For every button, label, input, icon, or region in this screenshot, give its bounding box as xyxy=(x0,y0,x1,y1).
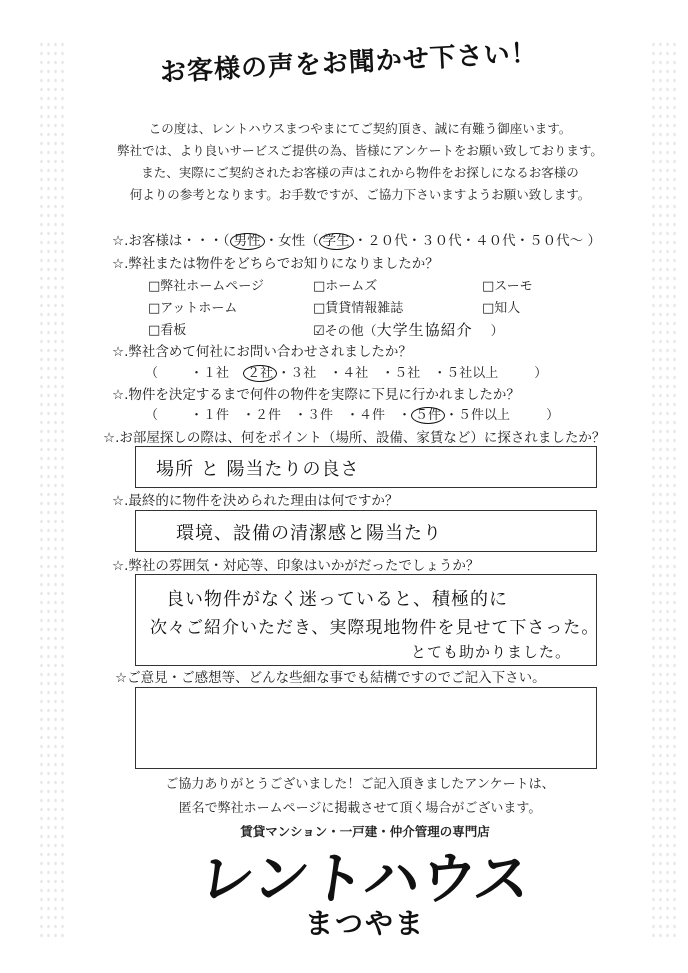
handwritten-answer-line: 良い物件がなく迷っていると、積極的に xyxy=(166,589,508,610)
question-impression: ☆.弊社の雰囲気・対応等、印象はいかがだったでしょうか？ xyxy=(112,558,480,574)
handwritten-other-value: 大学生協紹介 xyxy=(376,321,473,339)
company-tagline: 賃貸マンション・一戸建・仲介管理の専門店 xyxy=(240,824,490,839)
checkbox-option[interactable]: □スーモ xyxy=(482,279,533,294)
question-search-points: ☆.お部屋探しの際は、何をポイント（場所、設備、家賃など）に探されましたか？ xyxy=(103,430,606,446)
question-comments: ☆ご意見・ご感想等、どんな些細な事でも結構ですのでご記入下さい。 xyxy=(115,670,546,686)
footer-line: ご協力ありがとうございました！ご記入頂きましたアンケートは、 xyxy=(165,777,555,792)
intro-line: この度は、レントハウスまつやまにてご契約頂き、誠に有難う御座います。 xyxy=(148,121,572,136)
answer-box-comments[interactable] xyxy=(135,687,597,769)
handwritten-answer: 場所 と 陽当たりの良さ xyxy=(156,459,360,480)
selected-option-student: 学生 xyxy=(319,233,354,250)
handwritten-answer-line: とても助かりました。 xyxy=(411,643,572,661)
checkbox-option[interactable]: □ホームズ xyxy=(313,279,378,294)
checkbox-option[interactable]: □知人 xyxy=(482,301,521,316)
answer-box-decision-reason[interactable] xyxy=(135,510,597,552)
checkbox-option[interactable]: □アットホーム xyxy=(148,301,238,316)
viewing-count-options: （ ・１件 ・２件 ・３件 ・４件 ・ ５件 ・５件以上 ） xyxy=(145,408,560,423)
handwritten-answer: 環境、設備の清潔感と陽当たり xyxy=(176,523,442,544)
selected-option-5-viewings: ５件 xyxy=(411,407,445,424)
question-decision-reason: ☆.最終的に物件を決められた理由は何ですか？ xyxy=(112,493,399,509)
answer-box-impression[interactable] xyxy=(135,574,600,666)
checkbox-option-other[interactable]: ☑その他（大学生協紹介 ） xyxy=(313,321,504,339)
checkbox-option[interactable]: □看板 xyxy=(148,323,187,338)
selected-option-2-companies: ２社 xyxy=(243,365,277,382)
footer-line: 匿名で弊社ホームページに掲載させて頂く場合がございます。 xyxy=(178,801,542,816)
page-title: お客様の声をお聞かせ下さい！ xyxy=(159,38,539,88)
logo-text: レントハウス xyxy=(194,847,535,912)
handwritten-answer-line: 次々ご紹介いただき、実際現地物件を見せて下さった。 xyxy=(150,618,600,638)
logo-subtitle: まつやま xyxy=(305,907,426,940)
question-customer-type: ☆.お客様は・・・（ 男性 ・女性（ 学生 ・２０代・３０代・４０代・５０代～ ） xyxy=(112,233,601,249)
page-edge-pattern-right xyxy=(650,40,678,943)
checkbox-option[interactable]: □賃貸情報雑誌 xyxy=(313,301,404,316)
question-company-count: ☆.弊社含めて何社にお問い合わせされましたか？ xyxy=(112,344,412,360)
intro-line: 弊社では、より良いサービスご提供の為、皆様にアンケートをお願い致しております。 xyxy=(117,143,603,158)
answer-box-search-points[interactable] xyxy=(135,446,597,488)
question-how-found: ☆.弊社または物件をどちらでお知りになりましたか？ xyxy=(112,256,439,272)
selected-option-male: 男性 xyxy=(230,233,265,250)
intro-paragraph xyxy=(110,118,610,206)
question-viewing-count: ☆.物件を決定するまで何件の物件を実際に下見に行かれましたか？ xyxy=(112,387,520,403)
checkbox-option[interactable]: □弊社ホームページ xyxy=(148,279,265,294)
intro-line: また、実際にご契約されたお客様の声はこれから物件をお探しになるお客様の xyxy=(141,165,579,180)
company-count-options: （ ・１社 ２社 ・３社 ・４社 ・５社 ・５社以上 ） xyxy=(145,366,548,381)
intro-line: 何よりの参考となります。お手数ですが、ご協力下さいますようお願い致します。 xyxy=(129,187,591,202)
page-edge-pattern-left xyxy=(38,40,66,943)
